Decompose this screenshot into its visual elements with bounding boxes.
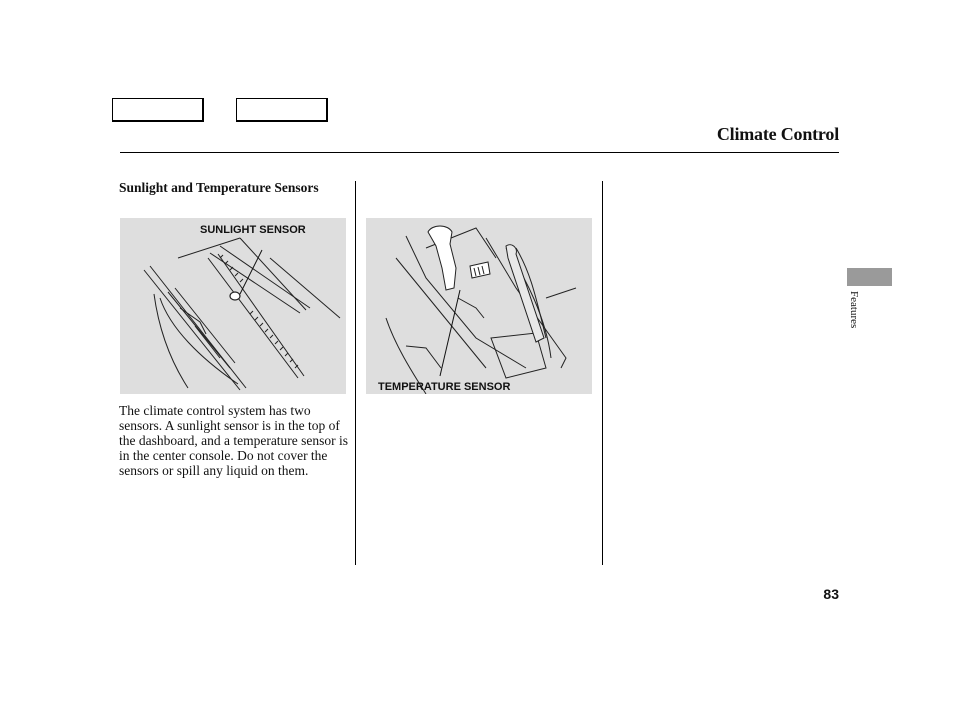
header-rule: [120, 152, 839, 153]
nav-button-previous[interactable]: [112, 98, 204, 122]
temperature-sensor-illustration: [366, 218, 592, 394]
side-tab-marker: [847, 268, 892, 286]
dashboard-drawing: [120, 218, 346, 394]
column-divider-right: [602, 181, 603, 565]
section-heading: Sunlight and Temperature Sensors: [119, 180, 319, 195]
nav-button-next[interactable]: [236, 98, 328, 122]
sunlight-sensor-label: SUNLIGHT SENSOR: [200, 224, 306, 236]
temperature-sensor-label: TEMPERATURE SENSOR: [378, 381, 511, 393]
page-title: Climate Control: [716, 124, 839, 144]
body-paragraph: The climate control system has two sensors. A sunlight sensor is in the top of the dashboard, and a temperature sensor is in the center console. Do not cover the sensors or spill any liquid on them.: [119, 403, 349, 478]
page-number: 83: [823, 586, 839, 602]
column-divider-left: [355, 181, 356, 565]
side-tab-label: Features: [848, 291, 860, 329]
console-drawing: [366, 218, 592, 394]
sunlight-sensor-illustration: [120, 218, 346, 394]
